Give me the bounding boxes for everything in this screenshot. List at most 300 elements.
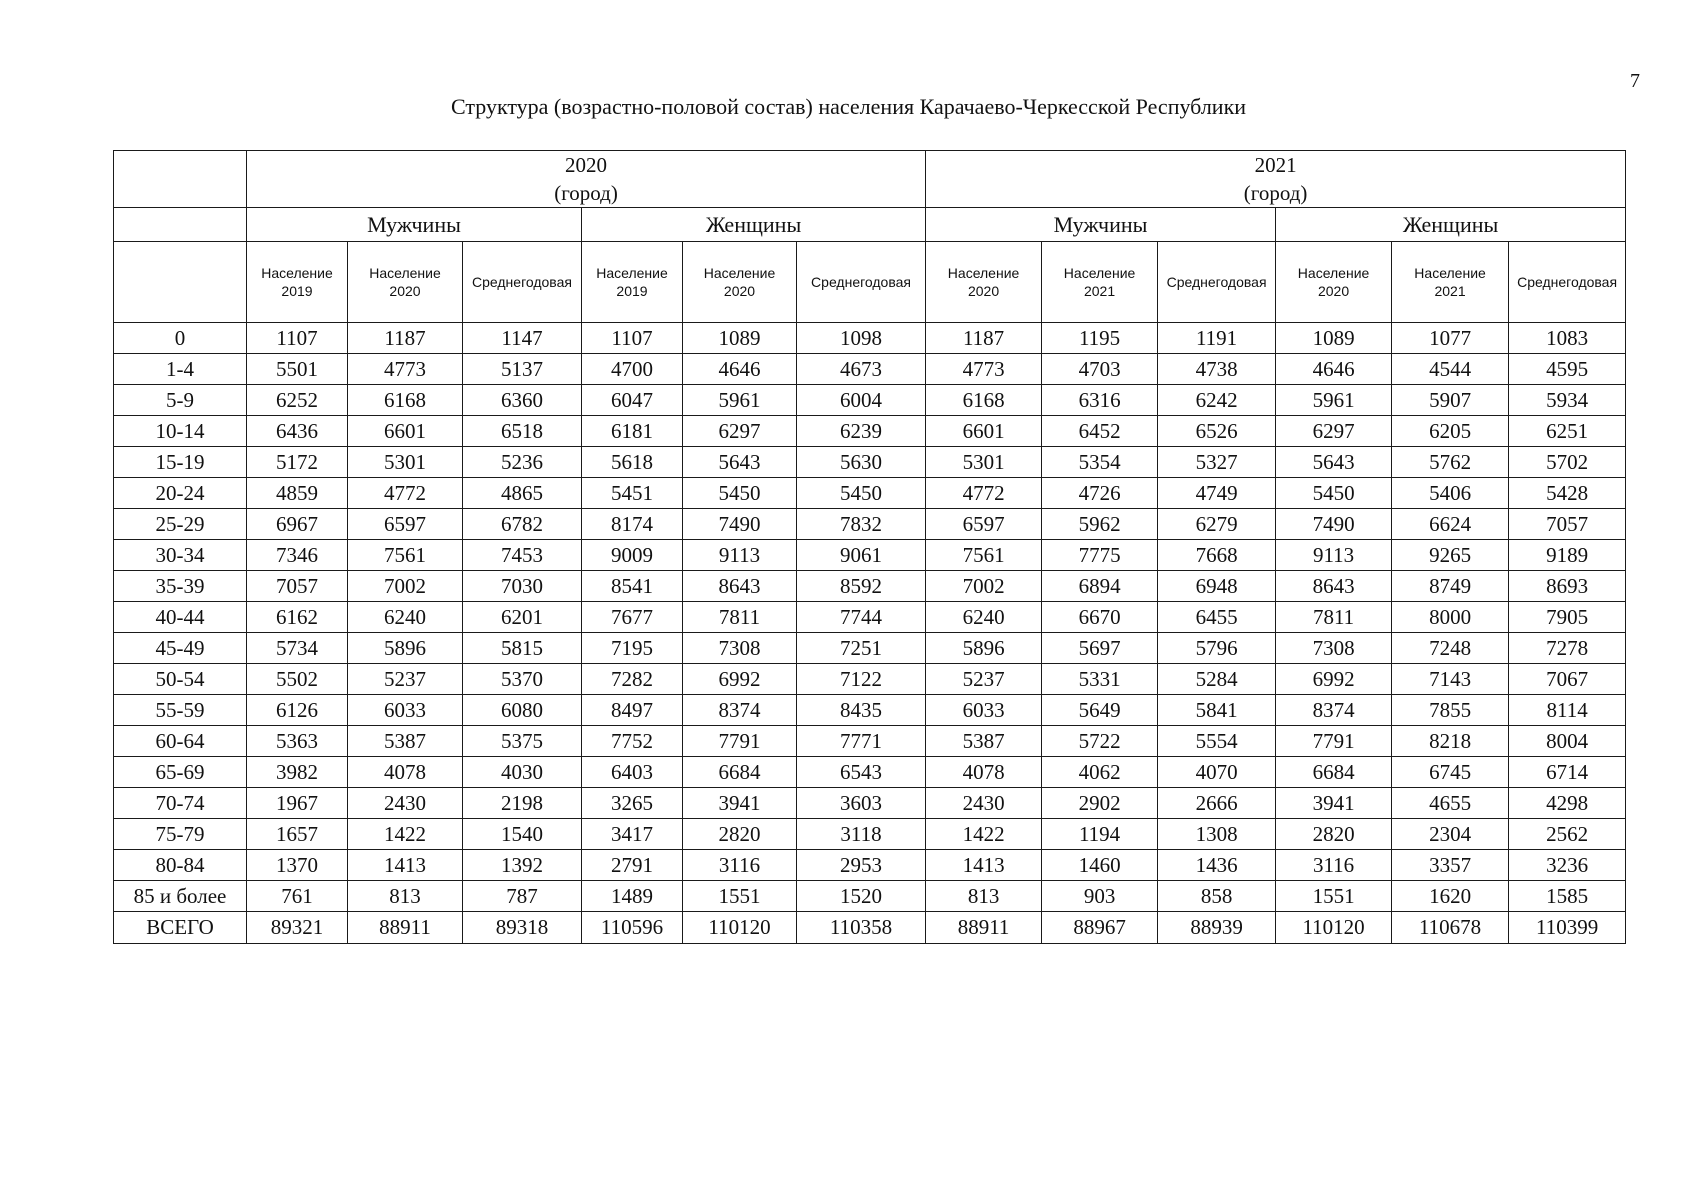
value-cell: 5734 [247,633,348,664]
year-label: 2021 [1254,153,1297,177]
value-cell: 4595 [1509,354,1626,385]
value-cell: 4865 [463,478,582,509]
value-cell: 4078 [926,757,1042,788]
column-subheader [582,242,683,323]
value-cell: 5327 [1158,447,1276,478]
age-group-cell: 25-29 [114,509,247,540]
value-cell: 7752 [582,726,683,757]
value-cell: 1551 [1276,881,1392,912]
value-cell: 110358 [797,912,926,944]
value-cell: 4070 [1158,757,1276,788]
column-subheader [683,242,797,323]
value-cell: 7308 [1276,633,1392,664]
value-cell: 8174 [582,509,683,540]
table-row [114,726,1626,757]
value-cell: 5137 [463,354,582,385]
value-cell: 5363 [247,726,348,757]
value-cell: 7057 [1509,509,1626,540]
value-cell: 1089 [1276,323,1392,354]
value-cell: 5451 [582,478,683,509]
column-subheader-label: Население [1063,265,1136,281]
value-cell: 6004 [797,385,926,416]
value-cell: 6252 [247,385,348,416]
value-cell: 4544 [1392,354,1509,385]
value-cell: 5961 [1276,385,1392,416]
column-subheader-label: Население [703,265,776,281]
age-group-cell: 40-44 [114,602,247,633]
value-cell: 5554 [1158,726,1276,757]
column-subheader [463,242,582,323]
value-cell: 7002 [348,571,463,602]
value-cell: 5815 [463,633,582,664]
value-cell: 3941 [1276,788,1392,819]
value-cell: 1620 [1392,881,1509,912]
age-group-cell: ВСЕГО [114,912,247,944]
age-group-cell: 1-4 [114,354,247,385]
page-number: 7 [1630,70,1640,92]
value-cell: 3116 [1276,850,1392,881]
value-cell: 5896 [348,633,463,664]
value-cell: 1107 [247,323,348,354]
value-cell: 6714 [1509,757,1626,788]
gender-header: Мужчины [247,208,582,242]
age-group-cell: 85 и более [114,881,247,912]
value-cell: 5172 [247,447,348,478]
column-subheader-label: Население [596,265,668,281]
value-cell: 5236 [463,447,582,478]
table-row [114,819,1626,850]
value-cell: 6967 [247,509,348,540]
value-cell: 3116 [683,850,797,881]
value-cell: 8693 [1509,571,1626,602]
value-cell: 7308 [683,633,797,664]
value-cell: 6992 [1276,664,1392,695]
age-group-cell: 50-54 [114,664,247,695]
column-subheader-year: 2019 [281,283,313,299]
column-subheader [1509,242,1626,323]
value-cell: 3417 [582,819,683,850]
age-group-cell: 20-24 [114,478,247,509]
value-cell: 1083 [1509,323,1626,354]
value-cell: 5284 [1158,664,1276,695]
age-group-cell: 60-64 [114,726,247,757]
value-cell: 7251 [797,633,926,664]
value-cell: 1585 [1509,881,1626,912]
value-cell: 3118 [797,819,926,850]
value-cell: 6360 [463,385,582,416]
value-cell: 4772 [348,478,463,509]
value-cell: 89318 [463,912,582,944]
value-cell: 7143 [1392,664,1509,695]
value-cell: 6601 [348,416,463,447]
age-group-cell: 70-74 [114,788,247,819]
value-cell: 7775 [1042,540,1158,571]
value-cell: 4298 [1509,788,1626,819]
value-cell: 6526 [1158,416,1276,447]
value-cell: 7195 [582,633,683,664]
value-cell: 3982 [247,757,348,788]
value-cell: 5301 [348,447,463,478]
value-cell: 1370 [247,850,348,881]
value-cell: 6047 [582,385,683,416]
value-cell: 4700 [582,354,683,385]
value-cell: 858 [1158,881,1276,912]
value-cell: 1107 [582,323,683,354]
column-subheader [926,242,1042,323]
corner-cell [114,151,247,208]
value-cell: 7248 [1392,633,1509,664]
table-row [114,509,1626,540]
value-cell: 5450 [683,478,797,509]
column-subheader [1042,242,1158,323]
value-cell: 7490 [1276,509,1392,540]
value-cell: 9061 [797,540,926,571]
value-cell: 6601 [926,416,1042,447]
value-cell: 6240 [348,602,463,633]
value-cell: 1657 [247,819,348,850]
column-subheader-year: 2021 [1434,283,1466,299]
value-cell: 6518 [463,416,582,447]
value-cell: 3357 [1392,850,1509,881]
value-cell: 7811 [1276,602,1392,633]
value-cell: 7744 [797,602,926,633]
value-cell: 4078 [348,757,463,788]
value-cell: 8435 [797,695,926,726]
value-cell: 787 [463,881,582,912]
value-cell: 89321 [247,912,348,944]
value-cell: 110596 [582,912,683,944]
empty-cell [114,242,247,323]
value-cell: 6670 [1042,602,1158,633]
value-cell: 5649 [1042,695,1158,726]
value-cell: 6684 [683,757,797,788]
value-cell: 88939 [1158,912,1276,944]
gender-header: Мужчины [926,208,1276,242]
value-cell: 5907 [1392,385,1509,416]
value-cell: 4062 [1042,757,1158,788]
value-cell: 6684 [1276,757,1392,788]
value-cell: 88911 [926,912,1042,944]
value-cell: 5406 [1392,478,1509,509]
column-subheader-row [114,242,1626,323]
column-subheader-label: Население [369,265,441,281]
value-cell: 1551 [683,881,797,912]
value-cell: 5237 [926,664,1042,695]
value-cell: 7002 [926,571,1042,602]
gender-header: Женщины [1276,208,1626,242]
value-cell: 7057 [247,571,348,602]
value-cell: 8541 [582,571,683,602]
value-cell: 6782 [463,509,582,540]
gender-header: Женщины [582,208,926,242]
value-cell: 4773 [926,354,1042,385]
value-cell: 5796 [1158,633,1276,664]
value-cell: 1308 [1158,819,1276,850]
column-subheader-year: 2020 [389,283,421,299]
column-subheader-label: Среднегодовая [1517,274,1618,290]
value-cell: 4703 [1042,354,1158,385]
table-row [114,478,1626,509]
column-subheader-label: Население [1297,265,1370,281]
value-cell: 5841 [1158,695,1276,726]
value-cell: 5934 [1509,385,1626,416]
value-cell: 7791 [1276,726,1392,757]
value-cell: 2304 [1392,819,1509,850]
value-cell: 7811 [683,602,797,633]
value-cell: 1460 [1042,850,1158,881]
value-cell: 8643 [1276,571,1392,602]
value-cell: 5450 [797,478,926,509]
value-cell: 6297 [683,416,797,447]
value-cell: 6403 [582,757,683,788]
value-cell: 2902 [1042,788,1158,819]
age-group-cell: 15-19 [114,447,247,478]
value-cell: 6745 [1392,757,1509,788]
value-cell: 6240 [926,602,1042,633]
table-row [114,385,1626,416]
age-group-cell: 45-49 [114,633,247,664]
population-table [113,150,1626,944]
year-header-row [114,151,1626,208]
column-subheader-year: 2021 [1083,283,1116,299]
value-cell: 1392 [463,850,582,881]
value-cell: 8374 [683,695,797,726]
value-cell: 4655 [1392,788,1509,819]
column-subheader-year: 2020 [723,283,756,299]
value-cell: 7030 [463,571,582,602]
value-cell: 761 [247,881,348,912]
value-cell: 1098 [797,323,926,354]
age-group-cell: 0 [114,323,247,354]
value-cell: 4749 [1158,478,1276,509]
value-cell: 6948 [1158,571,1276,602]
column-subheader-year: 2020 [1317,283,1350,299]
value-cell: 4738 [1158,354,1276,385]
value-cell: 7282 [582,664,683,695]
value-cell: 7453 [463,540,582,571]
value-cell: 6894 [1042,571,1158,602]
value-cell: 2430 [348,788,463,819]
value-cell: 6242 [1158,385,1276,416]
value-cell: 6316 [1042,385,1158,416]
value-cell: 6251 [1509,416,1626,447]
value-cell: 6033 [926,695,1042,726]
value-cell: 4646 [683,354,797,385]
table-row [114,757,1626,788]
value-cell: 813 [926,881,1042,912]
age-group-cell: 75-79 [114,819,247,850]
value-cell: 3265 [582,788,683,819]
value-cell: 6239 [797,416,926,447]
value-cell: 6436 [247,416,348,447]
value-cell: 7561 [926,540,1042,571]
value-cell: 2953 [797,850,926,881]
value-cell: 5722 [1042,726,1158,757]
value-cell: 6279 [1158,509,1276,540]
value-cell: 7346 [247,540,348,571]
value-cell: 2666 [1158,788,1276,819]
year-header-2020 [247,151,926,208]
column-subheader [797,242,926,323]
value-cell: 2562 [1509,819,1626,850]
value-cell: 7122 [797,664,926,695]
value-cell: 1187 [348,323,463,354]
value-cell: 6297 [1276,416,1392,447]
value-cell: 110678 [1392,912,1509,944]
value-cell: 4726 [1042,478,1158,509]
value-cell: 5375 [463,726,582,757]
value-cell: 2820 [683,819,797,850]
value-cell: 6080 [463,695,582,726]
table-row [114,602,1626,633]
age-group-cell: 10-14 [114,416,247,447]
table-row [114,323,1626,354]
year-sublabel: (город) [1243,181,1308,205]
table-row [114,788,1626,819]
document-title: Структура (возрастно-половой состав) населения Карачаево-Черкесской Республики [450,94,1247,119]
value-cell: 88967 [1042,912,1158,944]
value-cell: 5702 [1509,447,1626,478]
value-cell: 6168 [926,385,1042,416]
value-cell: 110399 [1509,912,1626,944]
value-cell: 9009 [582,540,683,571]
value-cell: 813 [348,881,463,912]
value-cell: 6201 [463,602,582,633]
value-cell: 5962 [1042,509,1158,540]
value-cell: 8497 [582,695,683,726]
value-cell: 9265 [1392,540,1509,571]
value-cell: 6162 [247,602,348,633]
value-cell: 2820 [1276,819,1392,850]
value-cell: 903 [1042,881,1158,912]
value-cell: 8374 [1276,695,1392,726]
value-cell: 1194 [1042,819,1158,850]
value-cell: 7677 [582,602,683,633]
value-cell: 8592 [797,571,926,602]
table-row [114,850,1626,881]
value-cell: 6455 [1158,602,1276,633]
value-cell: 6168 [348,385,463,416]
value-cell: 5301 [926,447,1042,478]
value-cell: 6543 [797,757,926,788]
column-subheader [1392,242,1509,323]
value-cell: 1191 [1158,323,1276,354]
value-cell: 7067 [1509,664,1626,695]
value-cell: 88911 [348,912,463,944]
table-row [114,664,1626,695]
value-cell: 4773 [348,354,463,385]
year-header-2021 [926,151,1626,208]
value-cell: 1187 [926,323,1042,354]
table-row [114,695,1626,726]
value-cell: 7490 [683,509,797,540]
year-sublabel: (город) [554,181,618,205]
value-cell: 6033 [348,695,463,726]
value-cell: 1422 [348,819,463,850]
value-cell: 2430 [926,788,1042,819]
value-cell: 1489 [582,881,683,912]
table-body [114,323,1626,944]
age-group-cell: 30-34 [114,540,247,571]
value-cell: 5697 [1042,633,1158,664]
value-cell: 1520 [797,881,926,912]
column-subheader [247,242,348,323]
value-cell: 8114 [1509,695,1626,726]
column-subheader-label: Население [1414,265,1486,281]
value-cell: 3941 [683,788,797,819]
value-cell: 5896 [926,633,1042,664]
value-cell: 1436 [1158,850,1276,881]
value-cell: 7668 [1158,540,1276,571]
value-cell: 1967 [247,788,348,819]
age-group-cell: 65-69 [114,757,247,788]
total-row [114,912,1626,944]
column-subheader [348,242,463,323]
value-cell: 7905 [1509,602,1626,633]
column-subheader [1158,242,1276,323]
value-cell: 5450 [1276,478,1392,509]
value-cell: 6992 [683,664,797,695]
value-cell: 8643 [683,571,797,602]
value-cell: 9189 [1509,540,1626,571]
value-cell: 3603 [797,788,926,819]
value-cell: 4646 [1276,354,1392,385]
value-cell: 5961 [683,385,797,416]
value-cell: 8749 [1392,571,1509,602]
value-cell: 1195 [1042,323,1158,354]
value-cell: 110120 [683,912,797,944]
value-cell: 4859 [247,478,348,509]
value-cell: 5502 [247,664,348,695]
value-cell: 1089 [683,323,797,354]
value-cell: 1413 [926,850,1042,881]
value-cell: 3236 [1509,850,1626,881]
value-cell: 5501 [247,354,348,385]
value-cell: 6597 [348,509,463,540]
age-group-cell: 5-9 [114,385,247,416]
value-cell: 6452 [1042,416,1158,447]
value-cell: 1413 [348,850,463,881]
age-group-cell: 35-39 [114,571,247,602]
value-cell: 4673 [797,354,926,385]
value-cell: 4772 [926,478,1042,509]
year-label: 2020 [565,153,608,177]
value-cell: 9113 [683,540,797,571]
value-cell: 7855 [1392,695,1509,726]
column-subheader-label: Среднегодовая [472,274,572,290]
value-cell: 5762 [1392,447,1509,478]
value-cell: 6126 [247,695,348,726]
table-row [114,881,1626,912]
column-subheader-label: Население [261,265,333,281]
column-subheader-label: Население [947,265,1020,281]
value-cell: 6181 [582,416,683,447]
value-cell: 5618 [582,447,683,478]
value-cell: 5237 [348,664,463,695]
value-cell: 5354 [1042,447,1158,478]
value-cell: 5428 [1509,478,1626,509]
table-row [114,416,1626,447]
value-cell: 110120 [1276,912,1392,944]
column-subheader-year: 2019 [616,283,648,299]
value-cell: 5387 [926,726,1042,757]
value-cell: 1147 [463,323,582,354]
gender-header-row [114,208,1626,242]
value-cell: 8004 [1509,726,1626,757]
value-cell: 5643 [1276,447,1392,478]
value-cell: 2198 [463,788,582,819]
column-subheader [1276,242,1392,323]
